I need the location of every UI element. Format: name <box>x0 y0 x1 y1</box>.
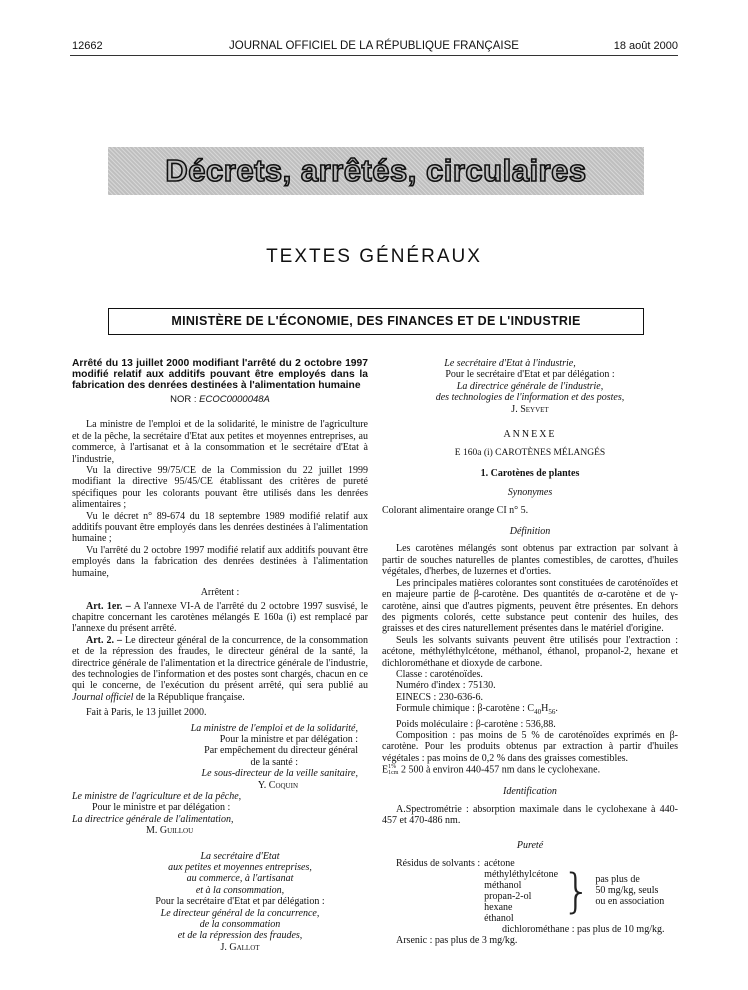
sig1-title: La ministre de l'emploi et de la solidarité, <box>190 722 358 734</box>
sig3-title: et à la consommation, <box>195 884 285 896</box>
signature-block-1 <box>72 723 368 791</box>
molecular-weight: Poids moléculaire : β-carotène : 536,88. <box>396 718 556 730</box>
sig4-line: Pour le secrétaire d'Etat et par délégation : <box>445 369 615 381</box>
sig4-name: J. Seyvet <box>511 403 549 415</box>
signature-date: Fait à Paris, le 13 juillet 2000. <box>86 707 207 719</box>
arrete-title: Arrêté du 13 juillet 2000 modifiant l'arrêté du 2 octobre 1997 modifié relatif aux additifs pouvant être employés dans la fabrication des denrées destinées à l'alimentation humaine <box>72 358 368 391</box>
signature-block-4 <box>382 358 678 415</box>
section-title: TEXTES GÉNÉRAUX <box>266 246 482 267</box>
chemical-formula <box>382 703 678 718</box>
sig2-name: M. Guillou <box>146 825 194 837</box>
article-2 <box>72 635 368 703</box>
formula-end: . <box>555 703 558 715</box>
article-1-text: A l'annexe VI-A de l'arrêté du 2 octobre 1997 susvisé, le chapitre concernant les carotènes mélangés E 160a (i) est remplacé par l'annexe du présent arrêté. <box>72 600 368 635</box>
definition-2: Les principales matières colorantes sont constituées de caroténoïdes et en majeure partie de β-carotène. Des quantités de α-carotène et de γ-carotène, ainsi que d'autres pigments, peuvent être présentes. En dehors des pigments colorés, cette substance peut contenir des huiles, des graisses et des cires naturellement présentes dans le matériel d'origine. <box>382 577 678 635</box>
extinction-coefficient <box>382 764 678 776</box>
einecs: EINECS : 230-636-6. <box>396 691 483 703</box>
right-column <box>382 358 678 947</box>
article-2-text-end: de la République française. <box>135 691 245 703</box>
composition: Composition : pas moins de 5 % de caroténoïdes exprimés en β-carotène. Pour les produits obtenus par extraction à partir d'huiles végétales : pas moins de 0,2 % dans des graisses comestibles. <box>382 729 678 764</box>
sig1-line: Le sous-directeur de la veille sanitaire, <box>201 768 358 780</box>
solvent-item: acétone <box>484 857 515 869</box>
sig2-line: La directrice générale de l'alimentation, <box>72 813 234 825</box>
intro-paragraph: La ministre de l'emploi et de la solidarité, le ministre de l'agriculture et de la pêche, la secrétaire d'Etat aux petites et moyennes entreprises, au commerce, à l'artisanat et à la consommation et le secrétaire d'Etat à l'industrie, <box>72 419 368 465</box>
sig1-line: Par empêchement du directeur général <box>204 745 358 757</box>
formula-sub: 40 <box>534 708 542 717</box>
brace-glyph: } <box>562 863 592 918</box>
article-1-label: Art. 1er. – <box>86 600 131 612</box>
e-superscript: 1% <box>388 764 397 771</box>
ministry-box: MINISTÈRE DE L'ÉCONOMIE, DES FINANCES ET DE L'INDUSTRIE <box>108 308 644 335</box>
signature-block-3 <box>72 851 368 954</box>
classe: Classe : caroténoïdes. <box>396 668 483 680</box>
article-1 <box>72 601 368 635</box>
e-symbol: E <box>382 764 389 776</box>
sig1-line: de la santé : <box>250 756 298 768</box>
solvent-list <box>484 858 558 924</box>
sig3-line: Le directeur général de la concurrence, <box>160 907 320 919</box>
visa-3: Vu l'arrêté du 2 octobre 1997 modifié relatif aux additifs pouvant être employés dans la fabrication des denrées destinées à l'alimentation humaine, <box>72 544 368 579</box>
sig1-name: Y. Coquin <box>257 779 298 791</box>
sig3-title: aux petites et moyennes entreprises, <box>168 862 312 874</box>
additive-code: E 160a (i) CAROTÈNES MÉLANGÉS <box>454 448 606 459</box>
limit-text <box>595 858 664 924</box>
sig3-title: La secrétaire d'Etat <box>200 850 280 862</box>
index-number: Numéro d'index : 75130. <box>396 680 496 692</box>
sig2-line: Pour le ministre et par délégation : <box>92 802 231 814</box>
dichloromethane-limit: dichlorométhane : pas plus de 10 mg/kg. <box>502 923 665 935</box>
definition-3: Seuls les solvants suivants peuvent être utilisés pour l'extraction : acétone, méthyléthylcétone, méthanol, éthanol, propanol-2, hexane et dichlorométhane et dioxyde de carbone. <box>382 634 678 669</box>
sig3-line: Pour la secrétaire d'Etat et par délégation : <box>155 896 325 908</box>
nor-label: NOR : <box>170 394 197 405</box>
nor-value: ECOC0000048A <box>199 394 270 405</box>
formula-h: H <box>541 703 549 715</box>
sig1-line: Pour la ministre et par délégation : <box>219 733 358 745</box>
e-text: 2 500 à environ 440-457 nm dans le cyclohexane. <box>400 764 601 776</box>
solvent-item: méthyléthylcétone <box>484 868 559 880</box>
sig2-title: Le ministre de l'agriculture et de la pêche, <box>72 791 242 802</box>
sig4-title: Le secrétaire d'Etat à l'industrie, <box>444 358 576 369</box>
sig3-line: de la consommation <box>199 919 281 931</box>
section-banner <box>108 147 644 195</box>
solvent-residues-table <box>396 858 664 924</box>
annexe-title: ANNEXE <box>503 429 557 441</box>
limit-line: 50 mg/kg, seuls <box>595 885 659 897</box>
definition-heading: Définition <box>509 526 551 538</box>
solvent-item: propan-2-ol <box>484 890 532 902</box>
sig3-title: au commerce, à l'artisanat <box>186 873 294 885</box>
page-number: 12662 <box>72 40 103 52</box>
article-2-label: Art. 2. – <box>86 634 122 646</box>
definition-1: Les carotènes mélangés sont obtenus par extraction par solvant à partir de souches naturelles de plantes comestibles, de carottes, d'huiles végétales, d'herbes, de luzernes et d'orties. <box>382 543 678 578</box>
sig3-line: et de la répression des fraudes, <box>177 930 303 942</box>
arretent: Arrêtent : <box>200 587 240 599</box>
section-1-title: 1. Carotènes de plantes <box>480 467 580 479</box>
sig4-line: des technologies de l'information et des postes, <box>435 392 625 404</box>
nor-reference <box>72 394 368 405</box>
limit-line: ou en association <box>595 896 665 908</box>
synonymes-heading: Synonymes <box>507 487 553 499</box>
limit-line: pas plus de <box>595 874 640 886</box>
purete-heading: Pureté <box>516 840 544 852</box>
e-subscript: 1cm <box>388 770 399 777</box>
article-2-text: Le directeur général de la concurrence, de la consommation et de la répression des fraudes, le directeur général de la santé, la directrice générale de l'alimentation et la directrice générale de l'industrie, des technologies de l'information et des postes sont chargés, chacun en ce qui le concerne, de l'exécution du présent arrêté, qui sera publié au <box>72 634 368 692</box>
solvent-item: éthanol <box>484 912 514 924</box>
formula-prefix: Formule chimique : β-carotène : C <box>396 703 535 715</box>
solvent-item: méthanol <box>484 879 522 891</box>
identification-text: A.Spectrométrie : absorption maximale dans le cyclohexane à 440-457 et 470-486 nm. <box>382 803 678 826</box>
visa-2: Vu le décret n° 89-674 du 18 septembre 1989 modifié relatif aux additifs pouvant être employés dans les denrées destinées à l'alimentation humaine ; <box>72 510 368 545</box>
banner-title: Décrets, arrêtés, circulaires <box>165 153 587 188</box>
synonymes-text: Colorant alimentaire orange CI n° 5. <box>382 504 529 516</box>
residus-label: Résidus de solvants : <box>396 857 481 869</box>
sig4-line: La directrice générale de l'industrie, <box>456 380 604 392</box>
solvent-item: hexane <box>484 901 513 913</box>
journal-officiel-ref: Journal officiel <box>72 691 134 703</box>
publication-date: 18 août 2000 <box>613 40 678 52</box>
signature-block-2 <box>72 791 368 837</box>
journal-title: JOURNAL OFFICIEL DE LA RÉPUBLIQUE FRANÇAISE <box>229 40 519 52</box>
sig3-name: J. Gallot <box>220 941 260 953</box>
header-rule <box>70 55 678 56</box>
identification-heading: Identification <box>503 786 557 798</box>
left-column <box>72 358 368 953</box>
arsenic-limit: Arsenic : pas plus de 3 mg/kg. <box>396 935 518 947</box>
formula-sub: 56 <box>548 708 556 717</box>
visa-1: Vu la directive 99/75/CE de la Commission du 22 juillet 1999 modifiant la directive 95/45/CE établissant des critères de pureté spécifiques pour les colorants pouvant être utilisés dans les denrées alimentaires ; <box>72 465 368 511</box>
